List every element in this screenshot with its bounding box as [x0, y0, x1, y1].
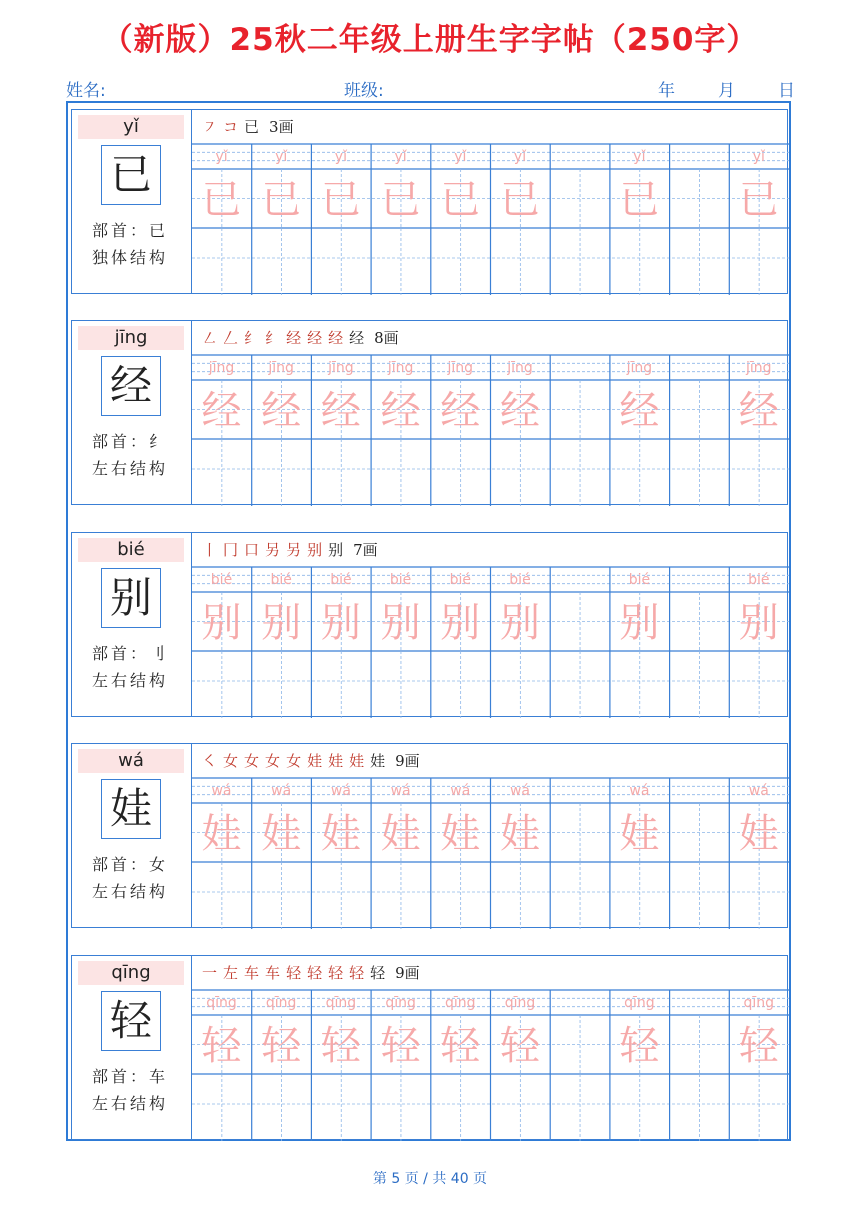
trace-pinyin: jīng	[507, 360, 533, 376]
trace-character: 已	[500, 177, 540, 223]
pinyin-label: yǐ	[78, 115, 184, 139]
stroke-step: 娃	[328, 752, 344, 770]
trace-pinyin: bié	[748, 572, 770, 588]
page-title: （新版）25秋二年级上册生字字帖（250字）	[101, 22, 759, 58]
stroke-step: 轻	[370, 964, 386, 982]
character-info-panel	[72, 744, 192, 927]
trace-character: 别	[500, 600, 540, 646]
stroke-step: 轻	[328, 964, 344, 982]
stroke-step: 另	[265, 541, 281, 559]
trace-pinyin: bié	[449, 572, 471, 588]
stroke-count: 8画	[374, 329, 399, 347]
trace-character: 经	[500, 388, 540, 434]
trace-character: 经	[320, 388, 361, 434]
trace-pinyin: yǐ	[633, 149, 646, 165]
trace-character: 经	[201, 388, 242, 434]
trace-pinyin: qīng	[445, 995, 476, 1011]
trace-character: 轻	[261, 1023, 302, 1069]
stroke-step: 轻	[286, 964, 302, 982]
radical-label: 部首：纟	[92, 432, 169, 451]
trace-pinyin: yǐ	[394, 149, 407, 165]
trace-pinyin: jīng	[387, 360, 414, 376]
trace-character: 经	[738, 388, 779, 434]
trace-pinyin: bié	[509, 572, 531, 588]
trace-character: 经	[261, 388, 302, 434]
trace-pinyin: qīng	[624, 995, 655, 1011]
page-footer: 第 5 页 / 共 40 页	[372, 1171, 488, 1187]
trace-pinyin: yǐ	[275, 149, 288, 165]
trace-pinyin: wá	[509, 783, 531, 799]
trace-pinyin: bié	[210, 572, 233, 588]
stroke-step: 纟	[265, 329, 281, 347]
radical-label: 部首：刂	[92, 644, 169, 663]
stroke-step: 冂	[223, 541, 239, 559]
character-block	[71, 955, 788, 1140]
trace-character: 轻	[380, 1023, 421, 1069]
stroke-step: 车	[265, 964, 281, 982]
stroke-step: 经	[328, 329, 344, 347]
day-label: 日	[778, 81, 795, 101]
trace-pinyin: jīng	[746, 360, 772, 376]
trace-pinyin: yǐ	[454, 149, 467, 165]
stroke-step: 别	[328, 541, 344, 559]
trace-pinyin: yǐ	[752, 149, 765, 165]
trace-character: 已	[619, 177, 660, 223]
radical-label: 部首：女	[92, 855, 169, 874]
stroke-step: 娃	[307, 752, 323, 770]
stroke-step: 已	[244, 118, 260, 136]
character-display: 别	[101, 568, 161, 628]
character-info-panel	[72, 956, 192, 1139]
trace-pinyin: bié	[628, 572, 651, 588]
stroke-count: 9画	[395, 752, 420, 770]
trace-pinyin: qīng	[743, 995, 775, 1011]
stroke-step: 别	[307, 541, 323, 559]
trace-character: 轻	[500, 1023, 540, 1069]
stroke-step: 女	[286, 752, 302, 770]
stroke-step: 经	[307, 329, 323, 347]
trace-pinyin: qīng	[325, 995, 357, 1011]
trace-character: 别	[261, 600, 302, 646]
trace-pinyin: jīng	[626, 360, 653, 376]
structure-label: 独体结构	[92, 248, 169, 267]
structure-label: 左右结构	[92, 459, 169, 478]
stroke-step: 口	[244, 541, 260, 559]
trace-pinyin: yǐ	[513, 149, 527, 165]
stroke-step: 女	[265, 752, 281, 770]
trace-character: 娃	[261, 811, 302, 857]
stroke-step: 经	[349, 329, 365, 347]
stroke-step: 女	[244, 752, 260, 770]
trace-character: 轻	[738, 1023, 779, 1069]
trace-character: 轻	[201, 1023, 242, 1069]
trace-character: 娃	[619, 811, 660, 857]
stroke-step: 娃	[370, 752, 386, 770]
character-info-panel	[72, 533, 192, 716]
trace-pinyin: yǐ	[334, 149, 347, 165]
character-display: 娃	[101, 779, 161, 839]
stroke-count: 3画	[269, 118, 294, 136]
stroke-step: コ	[223, 118, 239, 136]
character-block	[71, 320, 788, 505]
stroke-count: 7画	[353, 541, 378, 559]
character-block	[71, 109, 788, 294]
trace-character: 已	[201, 177, 242, 223]
character-info-panel	[72, 321, 192, 504]
trace-pinyin: qīng	[504, 995, 536, 1011]
trace-pinyin: wá	[330, 783, 351, 799]
trace-pinyin: bié	[389, 572, 412, 588]
trace-character: 已	[320, 177, 361, 223]
stroke-step: 丨	[202, 541, 218, 559]
year-label: 年	[658, 81, 675, 101]
stroke-count: 9画	[395, 964, 420, 982]
trace-pinyin: jīng	[268, 360, 294, 376]
trace-pinyin: qīng	[265, 995, 297, 1011]
stroke-order-sequence	[202, 325, 399, 351]
trace-character: 别	[320, 600, 361, 646]
trace-pinyin: wá	[450, 783, 471, 799]
stroke-step: ㇛	[202, 752, 218, 770]
trace-character: 娃	[440, 811, 481, 857]
stroke-step: ㇇	[202, 118, 218, 136]
pinyin-label: wá	[78, 749, 184, 773]
trace-character: 别	[380, 600, 421, 646]
radical-label: 部首：已	[92, 221, 169, 240]
trace-character: 别	[619, 600, 660, 646]
stroke-step: ㇜	[202, 329, 218, 347]
trace-pinyin: qīng	[206, 995, 237, 1011]
trace-character: 经	[380, 388, 421, 434]
trace-pinyin: jīng	[208, 360, 235, 376]
trace-character: 轻	[619, 1023, 660, 1069]
trace-character: 别	[201, 600, 242, 646]
character-block	[71, 532, 788, 717]
structure-label: 左右结构	[92, 1094, 169, 1113]
trace-pinyin: qīng	[385, 995, 416, 1011]
trace-character: 娃	[500, 811, 540, 857]
trace-character: 娃	[201, 811, 242, 857]
character-display: 已	[101, 145, 161, 205]
trace-pinyin: wá	[629, 783, 650, 799]
trace-character: 轻	[440, 1023, 481, 1069]
trace-character: 娃	[738, 811, 779, 857]
trace-character: 别	[440, 600, 481, 646]
stroke-order-sequence	[202, 537, 378, 563]
trace-character: 已	[261, 177, 302, 223]
pinyin-label: jīng	[78, 326, 184, 350]
stroke-order-sequence	[202, 960, 420, 986]
pinyin-label: qīng	[78, 961, 184, 985]
trace-pinyin: wá	[390, 783, 411, 799]
student-info-row	[66, 76, 794, 100]
trace-pinyin: jīng	[447, 360, 474, 376]
trace-character: 经	[440, 388, 481, 434]
trace-pinyin: wá	[748, 783, 769, 799]
structure-label: 左右结构	[92, 882, 169, 901]
character-info-panel	[72, 110, 192, 293]
radical-label: 部首：车	[92, 1067, 169, 1086]
trace-pinyin: yǐ	[215, 149, 228, 165]
trace-pinyin: jīng	[328, 360, 354, 376]
stroke-step: 纟	[244, 329, 260, 347]
stroke-order-sequence	[202, 114, 294, 140]
stroke-step: 另	[286, 541, 302, 559]
stroke-step: 轻	[349, 964, 365, 982]
class-label: 班级:	[344, 81, 384, 101]
pinyin-label: bié	[78, 538, 184, 562]
character-display: 轻	[101, 991, 161, 1051]
month-label: 月	[718, 81, 735, 101]
trace-pinyin: wá	[271, 783, 292, 799]
stroke-order-sequence	[202, 748, 420, 774]
trace-character: 娃	[320, 811, 361, 857]
trace-pinyin: bié	[330, 572, 352, 588]
trace-pinyin: wá	[211, 783, 232, 799]
stroke-step: 一	[202, 964, 218, 982]
stroke-step: 车	[244, 964, 260, 982]
trace-character: 已	[440, 177, 481, 223]
trace-character: 娃	[380, 811, 421, 857]
stroke-step: 左	[223, 964, 239, 982]
stroke-step: 经	[286, 329, 302, 347]
structure-label: 左右结构	[92, 671, 169, 690]
name-label: 姓名:	[66, 81, 106, 101]
character-display: 经	[101, 356, 161, 416]
stroke-step: 轻	[307, 964, 323, 982]
trace-character: 已	[380, 177, 421, 223]
trace-character: 经	[619, 388, 660, 434]
trace-character: 别	[738, 600, 779, 646]
trace-character: 已	[738, 177, 779, 223]
trace-pinyin: bié	[270, 572, 292, 588]
stroke-step: 𠃋	[223, 329, 239, 347]
character-block	[71, 743, 788, 928]
trace-character: 轻	[320, 1023, 361, 1069]
stroke-step: 娃	[349, 752, 365, 770]
stroke-step: 女	[223, 752, 239, 770]
